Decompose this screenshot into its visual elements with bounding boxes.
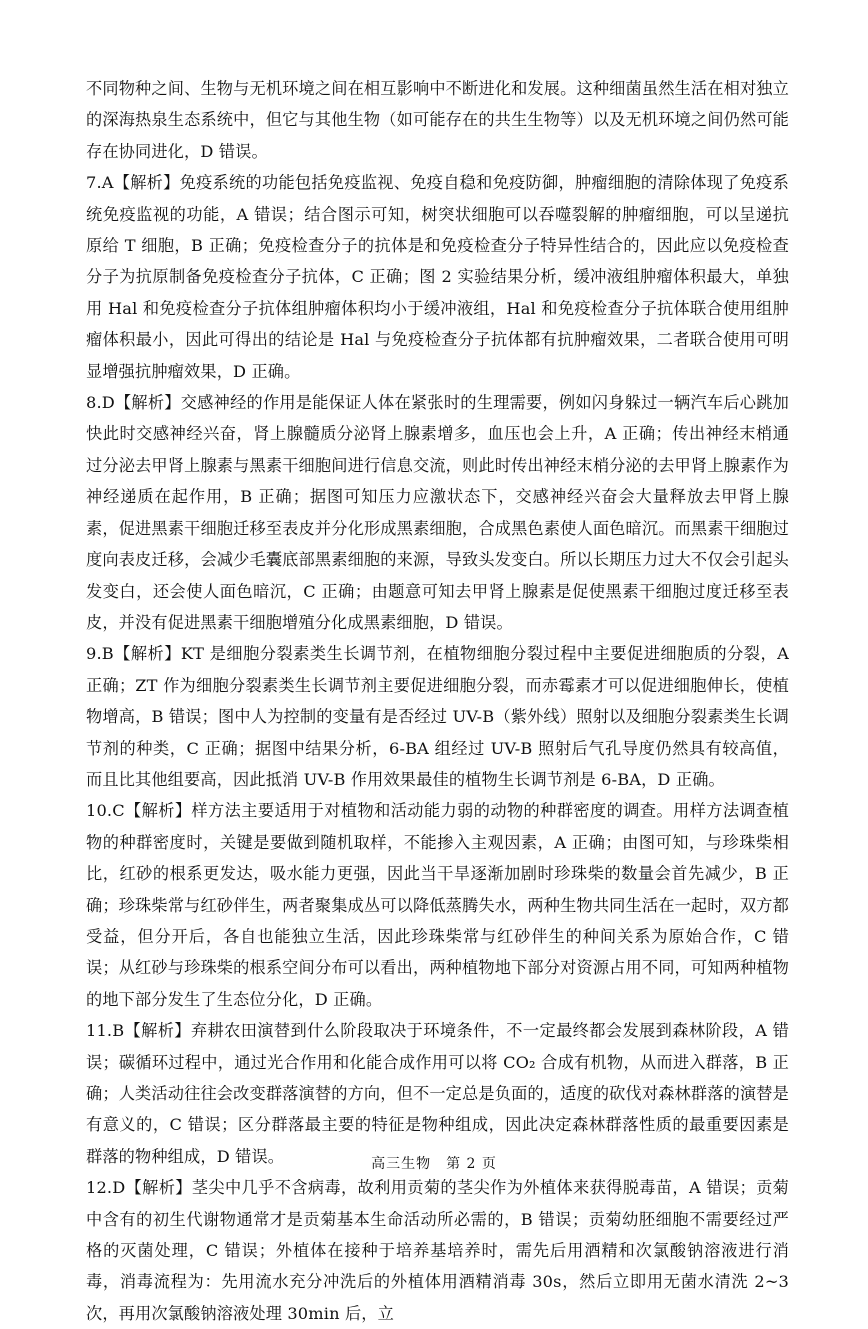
paragraph-q7: 7.A【解析】免疫系统的功能包括免疫监视、免疫自稳和免疫防御，肿瘤细胞的清除体现了免疫系统免疫监视的功能，A 错误；结合图示可知，树突状细胞可以吞噬裂解的肿瘤细胞，可以呈递抗原给 T 细胞，B 正确；免疫检查分子的抗体是和免疫检查分子特异性结合的，因此应以免疫检查分子为抗原制备免疫检查分子抗体，C 正确；图 2 实验结果分析，缓冲液组肿瘤体积最大，单独用 Hal 和免疫检查分子抗体组肿瘤体积均小于缓冲液组，Hal 和免疫检查分子抗体联合使用组肿瘤体积最小，因此可得出的结论是 Hal 与免疫检查分子抗体都有抗肿瘤效果，二者联合使用可明显增强抗肿瘤效果，D 正确。 [86,173,789,381]
page-footer: 高三生物 第 2 页 [371,1156,497,1172]
paragraph-q10: 10.C【解析】样方法主要适用于对植物和活动能力弱的动物的种群密度的调查。用样方法调查植物的种群密度时，关键是要做到随机取样，不能掺入主观因素，A 正确；由图可知，与珍珠柴相比，红砂的根系更发达，吸水能力更强，因此当干旱逐渐加剧时珍珠柴的数量会首先减少，B 正确；珍珠柴常与红砂伴生，两者聚集成丛可以降低蒸腾失水，两种生物共同生活在一起时，双方都受益，但分开后，各自也能独立生活，因此珍珠柴常与红砂伴生的种间关系为原始合作，C 错误；从红砂与珍珠柴的根系空间分布可以看出，两种植物地下部分对资源占用不同，可知两种植物的地下部分发生了生态位分化，D 正确。 [86,801,789,1009]
paragraph-q11: 11.B【解析】弃耕农田演替到什么阶段取决于环境条件，不一定最终都会发展到森林阶段，A 错误；碳循环过程中，通过光合作用和化能合成作用可以将 CO₂ 合成有机物，从而进入群落，B 正确；人类活动往往会改变群落演替的方向，但不一定总是负面的，适度的砍伐对森林群落的演替是有意义的，C 错误；区分群落最主要的特征是物种组成，因此决定森林群落性质的最重要因素是群落的物种组成，D 错误。 [86,1021,789,1166]
paragraph-q9: 9.B【解析】KT 是细胞分裂素类生长调节剂，在植物细胞分裂过程中主要促进细胞质的分裂，A 正确；ZT 作为细胞分裂素类生长调节剂主要促进细胞分裂，而赤霉素才可以促进细胞伸长，使植物增高，B 错误；图中人为控制的变量有是否经过 UV-B（紫外线）照射以及细胞分裂素类生长调节剂的种类，C 正确；据图中结果分析，6-BA 组经过 UV-B 照射后气孔导度仍然具有较高值，而且比其他组要高，因此抵消 UV-B 作用效果最佳的植物生长调节剂是 6-BA，D 正确。 [86,644,789,789]
paragraph-q8: 8.D【解析】交感神经的作用是能保证人体在紧张时的生理需要，例如闪身躲过一辆汽车后心跳加快此时交感神经兴奋，肾上腺髓质分泌肾上腺素增多，血压也会上升，A 正确；传出神经末梢通过分泌去甲肾上腺素与黑素干细胞间进行信息交流，则此时传出神经末梢分泌的去甲肾上腺素作为神经递质在起作用，B 正确；据图可知压力应激状态下，交感神经兴奋会大量释放去甲肾上腺素，促进黑素干细胞迁移至表皮并分化形成黑素细胞，合成黑色素使人面色暗沉。而黑素干细胞过度向表皮迁移，会减少毛囊底部黑素细胞的来源，导致头发变白。所以长期压力过大不仅会引起头发变白，还会使人面色暗沉，C 正确；由题意可知去甲肾上腺素是促使黑素干细胞过度迁移至表皮，并没有促进黑素干细胞增殖分化成黑素细胞，D 错误。 [86,393,789,632]
answer-explanations [86,73,789,1329]
paragraph-q6-continued: 不同物种之间、生物与无机环境之间在相互影响中不断进化和发展。这种细菌虽然生活在相对独立的深海热泉生态系统中，但它与其他生物（如可能存在的共生生物等）以及无机环境之间仍然可能存在协同进化，D 错误。 [86,79,789,161]
paragraph-q12: 12.D【解析】茎尖中几乎不含病毒，故利用贡菊的茎尖作为外植体来获得脱毒苗，A 错误；贡菊中含有的初生代谢物通常才是贡菊基本生命活动所必需的，B 错误；贡菊幼胚细胞不需要经过严格的灭菌处理，C 错误；外植体在接种于培养基培养时，需先后用酒精和次氯酸钠溶液进行消毒，消毒流程为：先用流水充分冲洗后的外植体用酒精消毒 30s，然后立即用无菌水清洗 2~3 次，再用次氯酸钠溶液处理 30min 后，立 [86,1178,789,1323]
